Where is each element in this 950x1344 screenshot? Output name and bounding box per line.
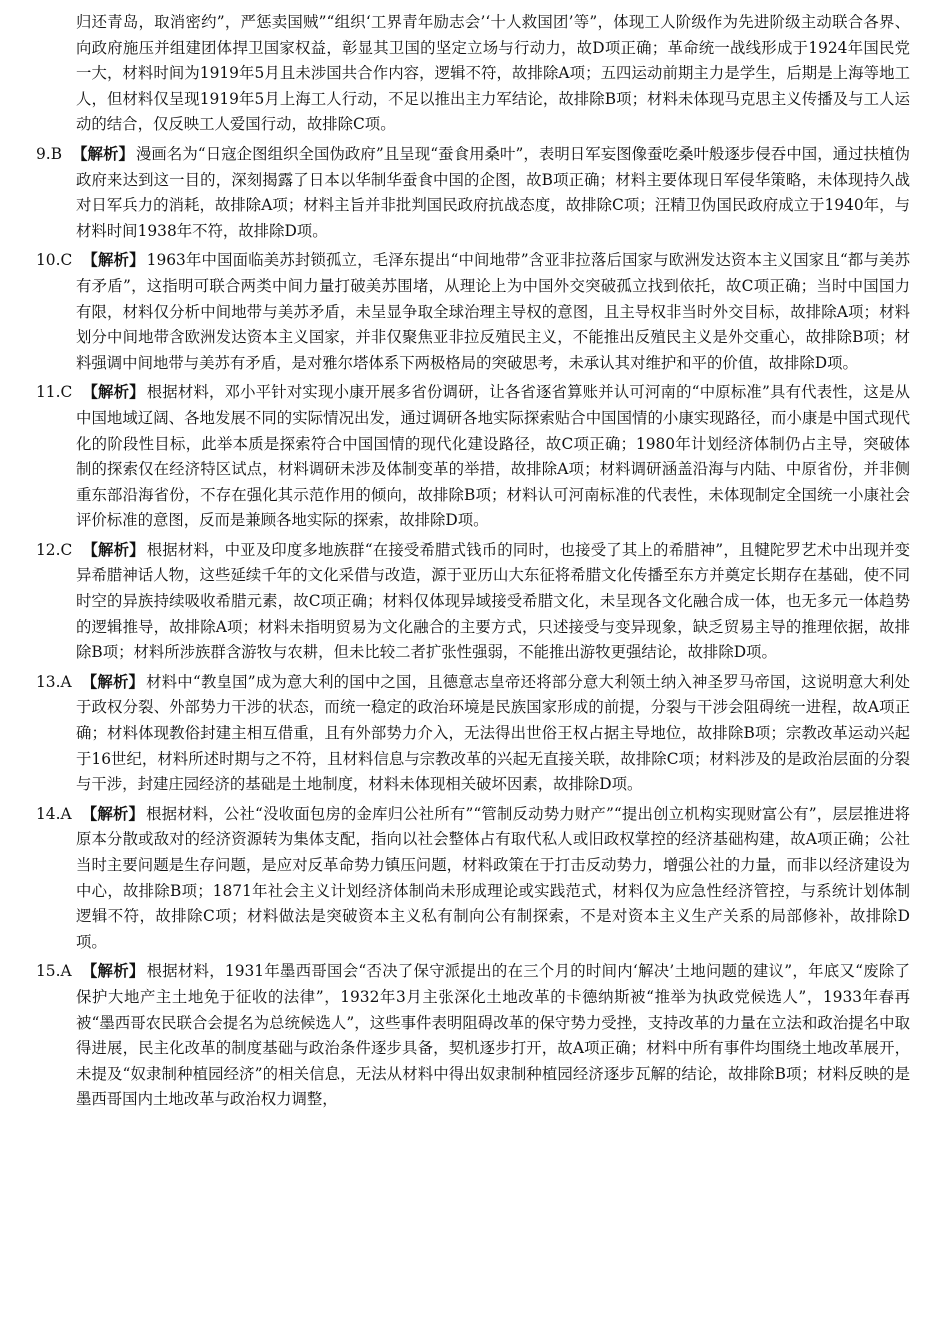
- analysis-text: 1963年中国面临美苏封锁孤立，毛泽东提出“中间地带”含亚非拉落后国家与欧洲发达资本主义国家且“都与美苏有矛盾”，这指明可联合两类中间力量打破美苏围堵，从理论上为中国外交突破孤立找到依托，故C项正确；当时中国国力有限，材料仅分析中间地带与美苏矛盾，未呈显争取全球治理主导权的意图，且主导权非当时外交目标，故排除A项；材料划分中间地带含欧洲发达资本主义国家，并非仅聚焦亚非拉反殖民主义，不能推出反殖民主义是外交重心，故排除B项；材料强调中间地带与美苏有矛盾，是对雅尔塔体系下两极格局的突破思考，未承认其对维护和平的价值，故排除D项。: [76, 251, 910, 372]
- answer-items: [36, 142, 910, 1113]
- question-number: 9.: [36, 144, 51, 163]
- answer-letter: A: [60, 672, 72, 691]
- analysis-text: 根据材料，公社“没收面包房的金库归公社所有”“管制反动势力财产”“提出创立机构实现财富公有”，层层推进将原本分散或敌对的经济资源转为集体支配，指向以社会整体占有取代私人或旧政权掌控的经济基础构建，故A项正确；公社当时主要问题是生存问题，是应对反革命势力镇压问题，材料政策在于打击反动势力，增强公社的力量，而非以经济建设为中心，故排除B项；1871年社会主义计划经济体制尚未形成理论或实践范式，材料仅为应急性经济管控，与系统计划体制逻辑不符，故排除C项；材料做法是突破资本主义私有制向公有制探索，不是对资本主义生产关系的局部修补，故排除D项。: [76, 804, 910, 951]
- continuation-paragraph: 归还青岛，取消密约”，严惩卖国贼”“组织‘工界青年励志会’‘十人救国团’等”，体现工人阶级作为先进阶级主动联合各界、向政府施压并组建团体捍卫国家权益，彰显其卫国的坚定立场与行动力，故D项正确；革命统一战线形成于1924年国民党一大，材料时间为1919年5月且未涉国共合作内容，逻辑不符，故排除A项；五四运动前期主力是学生，后期是上海等地工人，但材料仅呈现1919年5月上海工人行动，不足以推出主力军结论，故排除B项；材料未体现马克思主义传播及与工人运动的结合，仅反映工人爱国行动，故排除C项。: [76, 13, 910, 134]
- analysis-tag: 【解析】: [82, 251, 145, 270]
- analysis-tag: 【解析】: [81, 672, 145, 691]
- answer-item: [36, 248, 910, 376]
- answer-item: [36, 802, 910, 956]
- analysis-text: 材料中“教皇国”成为意大利的国中之国，且德意志皇帝还将部分意大利领土纳入神圣罗马帝国，这说明意大利处于政权分裂、外部势力干涉的状态，而统一稳定的政治环境是民族国家形成的前提，分裂与干涉会阻碍统一进程，故A项正确；材料体现教俗封建主相互借重，且有外部势力介入，无法得出世俗王权占据主导地位，故排除B项；宗教改革运动兴起于16世纪，材料所述时期与之不符，且材料信息与宗教改革的兴起无直接关联，故排除C项；材料涉及的是政治层面的分裂与干涉，封建庄园经济的基础是土地制度，材料未体现相关破坏因素，故排除D项。: [76, 672, 910, 794]
- answer-letter: C: [60, 540, 73, 559]
- analysis-tag: 【解析】: [82, 540, 145, 559]
- answer-item: [36, 538, 910, 666]
- question-number: 15.: [36, 962, 61, 981]
- question-number: 11.: [36, 383, 61, 402]
- answer-letter: C: [60, 251, 73, 270]
- answer-item: [36, 959, 910, 1113]
- analysis-tag: 【解析】: [81, 804, 145, 823]
- answer-letter: C: [60, 383, 73, 402]
- question-number: 10.: [36, 251, 61, 270]
- analysis-text: 漫画名为“日寇企图组织全国伪政府”且呈现“蚕食用桑叶”，表明日军妄图像蚕吃桑叶般逐步侵吞中国，通过扶植伪政府来达到这一目的，深刻揭露了日本以华制华蚕食中国的企图，故B项正确；材料主要体现日军侵华策略，未体现持久战对日军兵力的消耗，故排除A项；材料主旨并非批判国民政府抗战态度，故排除C项；汪精卫伪国民政府成立于1940年，与材料时间1938年不符，故排除D项。: [76, 144, 910, 240]
- answer-letter: B: [50, 144, 62, 163]
- answer-letter: A: [60, 962, 72, 981]
- answer-item: [36, 380, 910, 534]
- question-number: 13.: [36, 672, 61, 691]
- question-number: 12.: [36, 540, 61, 559]
- answer-item: [36, 670, 910, 798]
- answer-letter: A: [60, 804, 72, 823]
- analysis-tag: 【解析】: [72, 144, 134, 163]
- analysis-text: 根据材料，1931年墨西哥国会“否决了保守派提出的在三个月的时间内‘解决’土地问题的建议”，年底又“废除了保护大地产主土地免于征收的法律”，1932年3月主张深化土地改革的卡德纳斯被“推举为执政党候选人”，1933年春再被“墨西哥农民联合会提名为总统候选人”，这些事件表明阻碍改革的保守势力受挫，支持改革的力量在立法和政治提名中取得进展，民主化改革的制度基础与政治条件逐步具备，契机逐步打开，故A项正确；材料中所有事件均围绕土地改革展开，未提及“奴隶制种植园经济”的相关信息，无法从材料中得出奴隶制种植园经济逐步瓦解的结论，故排除B项；材料反映的是墨西哥国内土地改革与政治权力调整，: [76, 962, 910, 1109]
- analysis-text: 根据材料，中亚及印度多地族群“在接受希腊式钱币的同时，也接受了其上的希腊神”，且犍陀罗艺术中出现并变异希腊神话人物，这些延续千年的文化采借与改造，源于亚历山大东征将希腊文化传播至东方并奠定长期存在基础，使不同时空的异族持续吸收希腊元素，故C项正确；材料仅体现异域接受希腊文化，未呈现各文化融合成一体，也无多元一体趋势的逻辑推导，故排除A项；材料未指明贸易为文化融合的主要方式，只述接受与变异现象，缺乏贸易主导的推理依据，故排除B项；材料所涉族群含游牧与农耕，但未比较二者扩张性强弱，不能推出游牧更强结论，故排除D项。: [76, 540, 910, 662]
- analysis-tag: 【解析】: [82, 383, 145, 402]
- question-number: 14.: [36, 804, 61, 823]
- analysis-text: 根据材料，邓小平针对实现小康开展多省份调研，让各省逐省算账并认可河南的“中原标准”具有代表性，这是从中国地域辽阔、各地发展不同的实际情况出发，通过调研各地实际探索贴合中国国情的小康实现路径，而小康是中国式现代化的阶段性目标，此举本质是探索符合中国国情的现代化建设路径，故C项正确；1980年计划经济体制仍占主导，突破体制的探索仅在经济特区试点，材料调研未涉及体制变革的举措，故排除A项；材料调研涵盖沿海与内陆、中原省份，并非侧重东部沿海省份，不存在强化其示范作用的倾向，故排除B项；材料认可河南标准的代表性，未体现制定全国统一小康社会评价标准的意图，反而是兼顾各地实际的探索，故排除D项。: [76, 383, 910, 530]
- answer-item: [36, 142, 910, 244]
- analysis-tag: 【解析】: [81, 962, 145, 981]
